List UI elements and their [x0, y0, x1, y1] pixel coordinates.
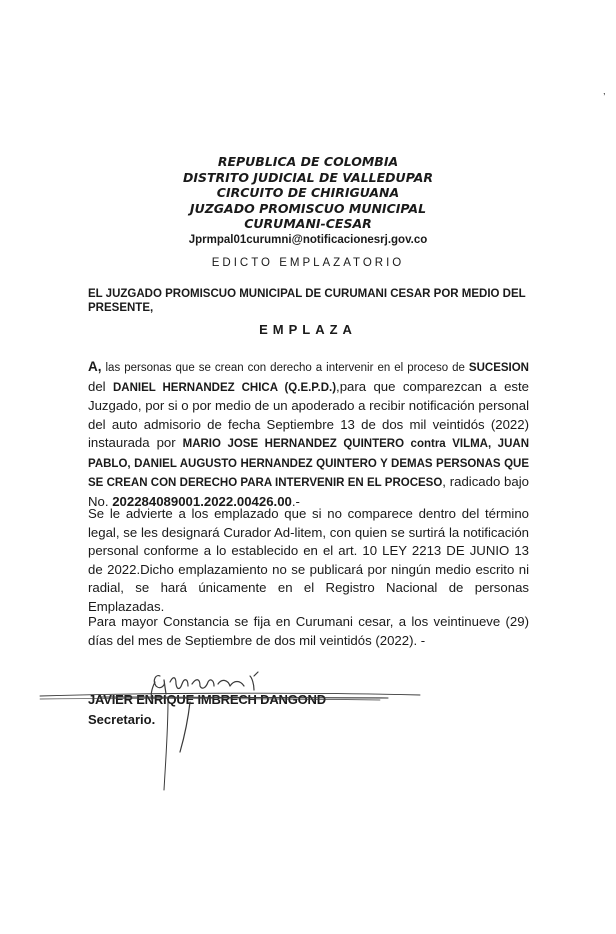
paragraph-text: ,para que comparezcan a este Juzgado, por si o por medio de un apoderado a recibir notificación personal del auto admisorio de fecha Septiembre 13 de dos mil veintidós (2022) instaurada por [88, 378, 530, 450]
closing-paragraph: Para mayor Constancia se fija en Curumani cesar, a los veintinueve (29) días del mes de Septiembre de dos mil veintidós (2022). - [88, 614, 529, 648]
signer-role: Secretario. [88, 712, 156, 727]
document-header [0, 154, 616, 248]
paragraph-text: del [88, 378, 113, 394]
deceased-name: DANIEL HERNANDEZ CHICA (Q.E.P.D.) [112, 381, 337, 394]
paragraph-text: las personas que se crean con derecho a intervenir en el proceso de [101, 362, 469, 374]
header-court: JUZGADO PROMISCUO MUNICIPAL [189, 200, 427, 216]
preamble: EL JUZGADO PROMISCUO MUNICIPAL DE CURUMANI CESAR POR MEDIO DEL PRESENTE, [88, 288, 526, 314]
process-type: SUCESION [468, 362, 529, 374]
warning-paragraph: Se le advierte a los emplazado que si no comparece dentro del término legal, se les designará Curador Ad-litem, con quien se surtirá la notificación personal conforme a lo establecido en el art. 10 LEY 2213 DE JUNIO 13 de 2022.Dicho emplazamiento no se publicará por ningún medio escrito ni radial, se hará únicamente en el Registro Nacional de personas Emplazadas. [88, 506, 529, 614]
emplaza-title: EMPLAZA [259, 322, 357, 337]
signer-name: JAVIER ENRIQUE IMBRECH DANGOND [88, 692, 326, 707]
summons-paragraph [88, 358, 529, 511]
header-circuit: CIRCUITO DE CHIRIGUANA [216, 185, 400, 200]
parties-names: MARIO JOSE HERNANDEZ QUINTERO contra VILMA, JUAN PABLO, DANIEL AUGUSTO HERNANDEZ QUINTERO Y DEMAS PERSONAS QUE SE CREAN CON DERECHO PARA INTERVENIR EN EL PROCESO [88, 438, 529, 489]
header-city: CURUMANI-CESAR [244, 216, 372, 231]
paragraph-text: .- [291, 493, 300, 509]
header-email: Jprmpal01curumni@notificacionesrj.gov.co [188, 233, 428, 246]
page-mark: , [603, 86, 606, 96]
header-district: DISTRITO JUDICIAL DE VALLEDUPAR [182, 169, 434, 185]
paragraph-lead: A, [88, 359, 102, 374]
case-number: 202284089001.2022.00426.00 [112, 493, 292, 509]
header-country: REPUBLICA DE COLOMBIA [217, 154, 399, 169]
paragraph-text: , radicado bajo No. [88, 474, 529, 509]
edicto-title: EDICTO EMPLAZATORIO [211, 257, 405, 269]
signature-block [88, 692, 388, 728]
